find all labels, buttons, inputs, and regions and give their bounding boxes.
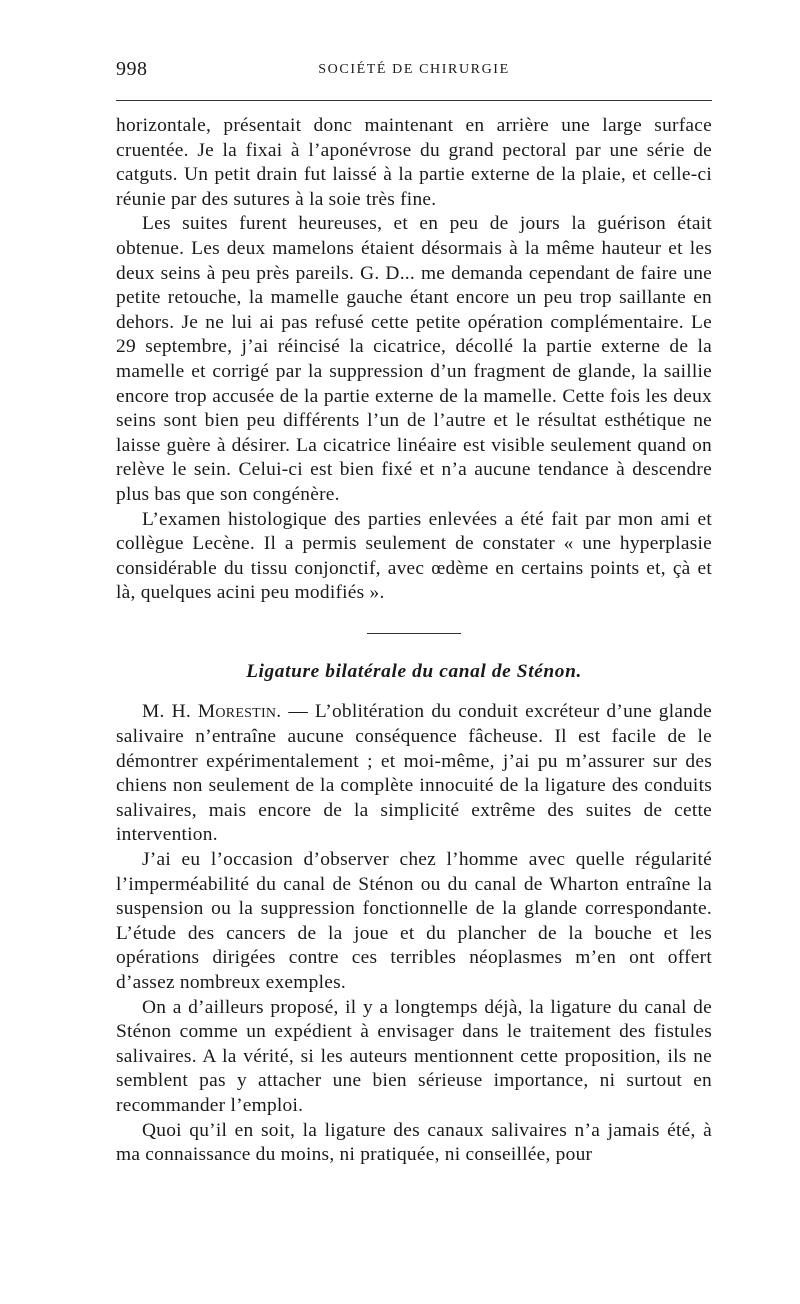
paragraph-observation: J’ai eu l’occasion d’observer chez l’homme avec quelle régularité l’imperméabilité du canal de Sténon ou du canal de Wharton entraîne la suspension ou la suppression fonctionnelle de la glande correspondante. L’étude des cancers de la joue et du plancher de la bouche et les opérations dirigées contre ces terribles néoplasmes m’en ont offert d’assez nombreux exemples. <box>116 849 712 993</box>
paragraph-histology: L’examen histologique des parties enlevées a été fait par mon ami et collègue Lecène. Il a permis seulement de constater « une hyperplasie considérable du tissu conjonctif, avec œdème en certains points et, çà et là, quelques acini peu modifiés ». <box>116 508 712 604</box>
paragraph-proposal: On a d’ailleurs proposé, il y a longtemps déjà, la ligature du canal de Sténon comme un expédient à envisager dans le traitement des fistules salivaires. A la vérité, si les auteurs mentionnent cette proposition, ils ne semblent pas y attacher une bien sérieuse importance, ni surtout en recommander l’emploi. <box>116 996 712 1116</box>
page-header <box>116 58 712 88</box>
body-text <box>116 114 712 1168</box>
paragraph-section-intro <box>116 700 712 848</box>
paragraph-results: Les suites furent heureuses, et en peu de jours la guérison était obtenue. Les deux mamelons étaient désormais à la même hauteur et les deux seins à peu près pareils. G. D... me demanda cependant de faire une petite retouche, la mamelle gauche étant encore un peu trop saillante en dehors. Je ne lui ai pas refusé cette petite opération complémentaire. Le 29 septembre, j’ai réincisé la cicatrice, décollé la partie externe de la mamelle et corrigé par la suppression d’un fragment de glande, la saillie encore trop accusée de la partie externe de la mamelle. Cette fois les deux seins sont bien peu différents l’un de l’autre et le résultat esthétique ne laisse guère à désirer. La cicatrice linéaire est visible seulement quand on relève le sein. Celui-ci est bien fixé et n’a aucune tendance à descendre plus bas que son congénère. <box>116 213 712 505</box>
paragraph-continuation: horizontale, présentait donc maintenant en arrière une large surface cruentée. Je la fixai à l’aponévrose du grand pectoral par une série de catguts. Un petit drain fut laissé à la partie externe de la plaie, et celle-ci réunie par des sutures à la soie très fine. <box>116 115 712 210</box>
paragraph-conclusion: Quoi qu’il en soit, la ligature des canaux salivaires n’a jamais été, à ma connaissance du moins, ni pratiquée, ni conseillée, pour <box>116 1119 712 1166</box>
page-number: 998 <box>116 58 148 80</box>
section-separator <box>367 633 461 634</box>
running-head: SOCIÉTÉ DE CHIRURGIE <box>318 62 510 77</box>
paragraph-section-intro-text: — L’oblitération du conduit excréteur d’une glande salivaire n’entraîne aucune conséquence fâcheuse. Il est facile de le démontrer expérimentalement ; et moi-même, j’ai pu m’assurer sur des chiens non seulement de la complète innocuité de la ligature des conduits salivaires, mais encore de la simplicité extrême des suites de cette intervention. <box>116 701 712 846</box>
author-name: M. H. Morestin. <box>142 701 282 723</box>
header-rule <box>116 100 712 101</box>
section-title: Ligature bilatérale du canal de Sténon. <box>246 660 582 682</box>
